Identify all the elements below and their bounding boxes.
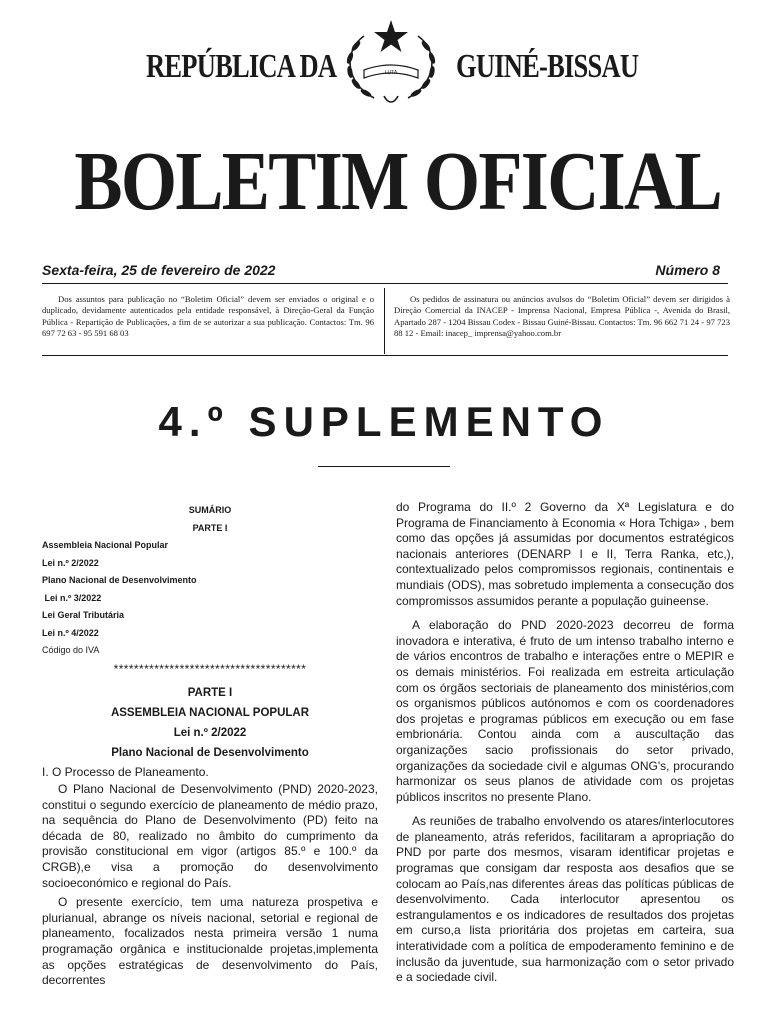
plan-heading: Plano Nacional de Desenvolvimento xyxy=(111,747,309,760)
summary-item-last: Código do IVA xyxy=(42,645,100,655)
summary-item: Lei n.º 3/2022 xyxy=(42,592,102,603)
top-divider xyxy=(42,283,728,284)
summary-item: Lei Geral Tributária xyxy=(42,610,125,620)
coat-of-arms-emblem xyxy=(334,12,448,112)
summary-part: PARTE I xyxy=(192,522,228,533)
summary-title: SUMÁRIO xyxy=(188,505,232,515)
right-column xyxy=(396,500,734,986)
paragraph: do Programa do II.º 2 Governo da Xª Legislatura e do Programa de Financiamento à Economia « Hora Tchiga» , bem como das opções já assumidas por documentos estratégicos nacionais anteriores (DENARP I e II, Terra Ranka, etc,), contextualizado pelos compromissos regionais, continentais e mundiais (ODS), mas sobretudo implementa a consecução dos compromissos assumidos perante a população guineense. xyxy=(396,500,734,608)
summary-item: Lei n.º 4/2022 xyxy=(42,627,99,638)
svg-text:LUTA: LUTA xyxy=(384,70,398,76)
summary-item: Plano Nacional de Desenvolvimento xyxy=(42,575,197,585)
paragraph: O Plano Nacional de Desenvolvimento (PND) 2020-2023, constitui o segundo exercício de planeamento de médio prazo, na sequência do Plano de Desenvolvimento (PD) feito na década de 80, realizado no âmbito do cumprimento da provisão constitucional em vigor (artigos 85.º e 100.º da CRGB),e visa a promoção do desenvolvimento socioeconómico e regional do País. xyxy=(42,782,378,890)
republic-right-text: GUINÉ-BISSAU xyxy=(456,48,639,85)
law-heading: Lei n.º 2/2022 xyxy=(173,727,247,740)
section-heading: I. O Processo de Planeamento. xyxy=(42,765,209,780)
paragraph: A elaboração do PND 2020-2023 decorreu de forma inovadora e interativa, é fruto de um intenso trabalho interno e de vários encontros de trabalho e interações entre o MEPIR e os demais ministérios. Foi realizada em estreita articulação com os órgãos sectoriais de planeamento dos ministérios,com os organismos públicos autónomos e com os coordenadores dos projetas e programas públicos em execução ou em fase embrionária. Contou ainda com a auscultação das organizações sacio profissionais do setor privado, organizações da sociedade civil e algumas ONG's, procurando harmonizar os seus planos de atividade com os projetas públicos inscritos no presente Plano. xyxy=(396,618,734,804)
issue-number: Número 8 xyxy=(655,262,720,278)
republic-left-text: REPÚBLICA DA xyxy=(146,48,337,85)
part-heading: PARTE I xyxy=(187,687,233,700)
summary-item: Lei n.º 2/2022 xyxy=(42,557,99,568)
left-column xyxy=(42,502,378,989)
assembly-heading: ASSEMBLEIA NACIONAL POPULAR xyxy=(110,707,310,720)
title-underline xyxy=(318,466,450,467)
paragraph: O presente exercício, tem uma natureza prospetiva e plurianual, abrange os níveis nacional, setorial e regional de planeamento, focalizados nesta primeira versão 1 numa programação orgânica e institucionalde projetas,implementa as opções estratégicas de desenvolvimento do País, decorrentes xyxy=(42,895,378,988)
republic-banner xyxy=(0,38,768,108)
notice-divider xyxy=(384,288,385,354)
issue-dateline xyxy=(42,262,728,278)
notice-left: Dos assuntos para publicação no “Boletim Oficial” devem ser enviados o original e o duplicado, devidamente autenticados pela entidade responsável, à Direção-Geral da Função Pública - Repartição de Publicações, a fim de se autorizar a sua publicação. Contactos: Tm. 96 697 72 63 - 95 591 68 03 xyxy=(42,294,374,339)
issue-date: Sexta-feira, 25 de fevereiro de 2022 xyxy=(42,262,276,278)
supplement-title: 4.º SUPLEMENTO xyxy=(158,398,610,445)
paragraph: As reuniões de trabalho envolvendo os atares/interlocutores de planeamento, atrás referidos, facilitaram a apropriação do PND por parte dos mesmos, visaram identificar projetas e programas que consigam dar resposta aos desafios que se colocam ao País,nas diferentes áreas das políticas públicas de desenvolvimento. Cada interlocutor apresentou os estrangulamentos e os indicadores de resultados dos projetas em curso,a lista prioritária dos projetas em carteira, sua interatividade com a política de empoderamento feminino e de inclusão da juventude, sua harmonização com o setor privado e a sociedade civil. xyxy=(396,814,734,985)
summary-item: Assembleia Nacional Popular xyxy=(42,540,169,550)
notice-right: Os pedidos de assinatura ou anúncios avulsos do “Boletim Oficial” devem ser dirigidos à Direção Comercial da INACEP - Imprensa Nacional, Empresa Pública -, Avenida do Brasil, Apartado 287 - 1204 Bissau Codex - Bissau Guiné-Bissau. Contactos: Tm. 96 662 71 24 - 97 723 88 12 - Email: inacep_ imprensa@yahoo.com.br xyxy=(394,294,730,339)
separator-stars: ************************************** xyxy=(113,661,307,676)
masthead-title: BOLETIM OFICIAL xyxy=(74,135,721,228)
bottom-divider xyxy=(42,355,728,356)
